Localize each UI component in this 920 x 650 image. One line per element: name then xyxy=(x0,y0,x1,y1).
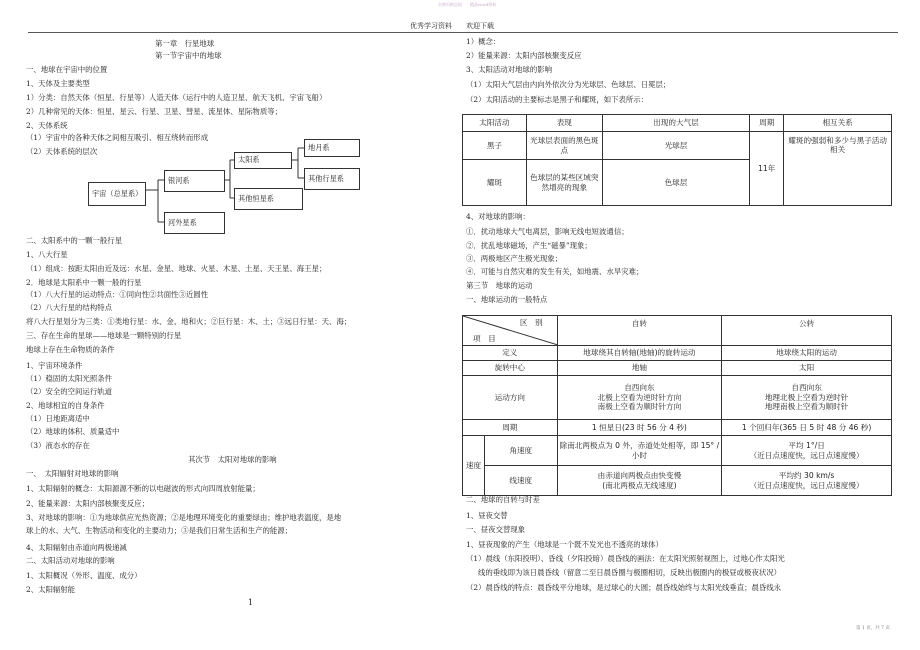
text-line: （3）液态水的存在 xyxy=(26,441,90,450)
text-line: 1、太阳概况（外形、温度、成分） xyxy=(26,571,142,580)
text-line: 三、存在生命的星球——地球是一颗特别的行星 xyxy=(26,331,182,340)
text-line: 1、天体及主要类型 xyxy=(26,79,90,88)
direction-rotation-2: 北极上空看为逆时针方向 xyxy=(597,392,682,402)
text-line: 4、太阳辐射由赤道向两极递减 xyxy=(26,543,127,552)
table-cell: 太阳 xyxy=(722,361,892,376)
corner-header-top: 区 别 xyxy=(519,318,543,327)
table-header: 出现的大气层 xyxy=(602,115,750,132)
text-line: ③．两极地区产生极光现象； xyxy=(466,254,563,263)
table-header: 相互关系 xyxy=(784,115,892,132)
table-row-label: 线速度 xyxy=(484,466,557,496)
table-corner-cell xyxy=(463,316,558,346)
direction-rotation-1: 自西向东 xyxy=(624,383,655,393)
text-line: 一、地球运动的一般特点 xyxy=(466,295,548,304)
table-cell: 地球绕太阳的运动 xyxy=(722,346,892,361)
page-footer: 第 1 页，共 7 页 xyxy=(856,626,890,631)
text-line: 2）能量来源：太阳内部核聚变反应 xyxy=(466,51,582,60)
section-title: 其次节 太阳对地球的影响 xyxy=(188,455,277,464)
text-line: 将八大行星划分为三类：①类地行星：水、金、地和火；②巨行星：木、土；③远日行星：天、海； xyxy=(26,317,352,326)
table-cell: 地轴 xyxy=(557,361,722,376)
text-line: （2）天体系统的层次 xyxy=(26,147,98,156)
chapter-title: 第一章 行星地球 xyxy=(155,39,215,48)
linear-speed-note: （近日点速度快，远日点速度慢） xyxy=(749,480,864,490)
text-line: 一、昼夜交替现象 xyxy=(466,525,526,534)
text-line: 一、 太阳辐射对地球的影响 xyxy=(26,469,119,478)
table-cell: 黑子 xyxy=(463,132,527,160)
table-row-label: 运动方向 xyxy=(463,376,558,420)
text-line: 二、地球的自转与时差 xyxy=(466,495,540,504)
text-line: （1）晨线（东阳投明）、昏线（夕阳投暗）晨昏线的画法：在太阳光照射视图上，过地心作太阳光 xyxy=(466,554,785,563)
node-solar-system: 太阳系 xyxy=(234,152,292,169)
table-cell: 耀斑的强弱和多少与黑子活动相关 xyxy=(784,132,892,206)
text-line: 二、太阳活动对地球的影响 xyxy=(26,556,115,565)
table-header: 周期 xyxy=(750,115,784,132)
table-cell: 1 恒星日(23 时 56 分 4 秒) xyxy=(557,420,722,436)
direction-revolution-3: 地理南极上空看为顺时针 xyxy=(764,402,849,412)
text-line: 2、太阳辐射能 xyxy=(26,585,76,594)
text-line: ②．扰乱地球磁场，产生“磁暴”现象； xyxy=(466,241,592,250)
text-line: 4、对地球的影响： xyxy=(466,212,530,221)
table-cell: 色球层 xyxy=(602,160,750,206)
table-cell: 光球层表面的黑色斑点 xyxy=(526,132,602,160)
text-line: 3、太阳活动对地球的影响 xyxy=(466,65,553,74)
table-cell xyxy=(557,466,722,496)
table-cell xyxy=(557,376,722,420)
direction-revolution-1: 自西向东 xyxy=(791,383,822,393)
angular-speed-revolution: 平均 1°/日 xyxy=(788,441,825,451)
text-line: ①．扰动地球大气电离层，影响无线电短波通信； xyxy=(466,227,629,236)
linear-speed-rotation: 由赤道向两极点由快变慢 xyxy=(597,471,682,481)
page-banner: 优秀学习资料 欢迎下载 xyxy=(410,22,494,30)
text-line: 二、太阳系中的一颗一般行星 xyxy=(26,236,123,245)
page-number: 1 xyxy=(248,598,254,607)
table-header: 公转 xyxy=(722,316,892,346)
section-title: 第三节 地球的运动 xyxy=(466,281,533,290)
table-header: 自转 xyxy=(557,316,722,346)
table-header: 表现 xyxy=(526,115,602,132)
node-extragalactic: 河外星系 xyxy=(164,212,225,234)
table-row-label: 旋转中心 xyxy=(463,361,558,376)
table-cell: 色球层的某些区域突然增亮的现象 xyxy=(526,160,602,206)
text-line: （1）八大行星的运动特点：①同向性②共面性③近圆性 xyxy=(26,290,209,299)
text-line: 地球上存在生命物质的条件 xyxy=(26,345,115,354)
text-line: 1、昼夜交替 xyxy=(466,511,508,520)
linear-speed-revolution: 平均约 30 km/s xyxy=(778,471,835,481)
text-line: （1）宇宙中的各种天体之间相互吸引、相互绕转而形成 xyxy=(26,133,209,142)
angular-speed-note: （近日点速度快，远日点速度慢） xyxy=(749,450,864,460)
section-title: 第一节宇宙中的地球 xyxy=(155,51,222,60)
table-row-label: 定义 xyxy=(463,346,558,361)
text-line: 2、地球相宜的自身条件 xyxy=(26,401,105,410)
text-line: （2）八大行星的结构特点 xyxy=(26,303,113,312)
text-line: （1）稳固的太阳光照条件 xyxy=(26,374,113,383)
text-line: （1）日地距离适中 xyxy=(26,414,90,423)
table-cell: 地球绕其自转轴(地轴)的旋转运动 xyxy=(557,346,722,361)
table-row-label: 速度 xyxy=(463,436,485,496)
table-cell: 除南北两极点为 0 外，赤道处处相等，即 15° /小时 xyxy=(557,436,722,466)
node-other-star-systems: 其他恒星系 xyxy=(234,188,303,210)
text-line: 球上的水、大气、生物活动和变化的主要动力；③是我们日常生活和生产的能源； xyxy=(26,526,293,535)
text-line: 1）分类：自然天体（恒星、行星等）人造天体（运行中的人造卫星、航天飞机、宇宙飞船） xyxy=(26,93,327,102)
text-line: 一、地球在宇宙中的位置 xyxy=(26,65,108,74)
text-line: 1、太阳辐射的概念：太阳源源不断的以电磁波的形式向四周放射能量； xyxy=(26,484,260,493)
text-line: 线的垂线即为该日晨昏线（留意二至日晨昏圈与极圈相切，反映出极圈内的极昼或极夜状况） xyxy=(478,568,782,577)
text-line: 1、昼夜现象的产生（地球是一个既不发光也不透亮的球体） xyxy=(466,540,663,549)
linear-speed-rotation-note: (南北两极点无线速度) xyxy=(602,480,677,490)
node-universe: 宇宙（总星系） xyxy=(88,182,146,206)
table-cell: 光球层 xyxy=(602,132,750,160)
node-other-planet-systems: 其他行星系 xyxy=(304,168,360,190)
table-row-label: 周期 xyxy=(463,420,558,436)
text-line: 2、天体系统 xyxy=(26,121,68,130)
earth-motion-table xyxy=(462,315,892,496)
node-earth-moon: 地月系 xyxy=(304,139,360,157)
text-line: （1）太阳大气层由内向外依次分为光球层、色球层、日冕层； xyxy=(466,80,671,89)
text-line: 2、能量来源：太阳内部核聚变反应； xyxy=(26,499,149,508)
table-cell: 1 个回归年(365 日 5 时 48 分 46 秒) xyxy=(722,420,892,436)
text-line: 2．地球是太阳系中一颗一般的行星 xyxy=(26,278,142,287)
text-line: ④．可能与自然灾难的发生有关，如地震、水旱灾难； xyxy=(466,267,644,276)
table-header: 太阳活动 xyxy=(463,115,527,132)
text-line: （1）组成：按距太阳由近及远：水星、金星、地球、火星、木星、土星、天王星、海王星； xyxy=(26,264,327,273)
text-line: 3、对地球的影响：①为地球供应光热资源；②是地理环境变化的重要绿由；维护地表温度，是地 xyxy=(26,513,342,522)
table-cell: 耀斑 xyxy=(463,160,527,206)
direction-rotation-3: 南极上空看为顺时针方向 xyxy=(597,402,682,412)
text-line: （2）地球的体积、质量适中 xyxy=(26,427,120,436)
table-cell xyxy=(722,466,892,496)
table-cell xyxy=(722,376,892,420)
text-line: （2）太阳活动的主要标志是黑子和耀斑，如下表所示： xyxy=(466,95,649,104)
solar-activity-table xyxy=(462,114,892,206)
table-row-label: 角速度 xyxy=(484,436,557,466)
text-line: 2）几种常见的天体：恒星、星云、行星、卫星、彗星、流星体、星际物质等； xyxy=(26,107,282,116)
watermark-text: 名师归纳总结 精品word资料 xyxy=(438,2,497,7)
text-line: 1、宇宙环境条件 xyxy=(26,361,83,370)
table-cell xyxy=(722,436,892,466)
text-line: （2）安全的空间运行轨道 xyxy=(26,387,113,396)
node-milky-way: 银河系 xyxy=(164,170,225,192)
text-line: （2）晨昏线的特点：晨昏线平分地球，是过球心的大圆；晨昏线始终与太阳光线垂直；晨昏线永 xyxy=(466,583,782,592)
corner-header-bottom: 项 目 xyxy=(473,333,496,343)
text-line: 1、八大行星 xyxy=(26,250,68,259)
text-line: 1）概念： xyxy=(466,37,501,46)
direction-revolution-2: 地理北极上空看为逆时针 xyxy=(764,392,849,402)
table-cell: 11年 xyxy=(750,132,784,206)
